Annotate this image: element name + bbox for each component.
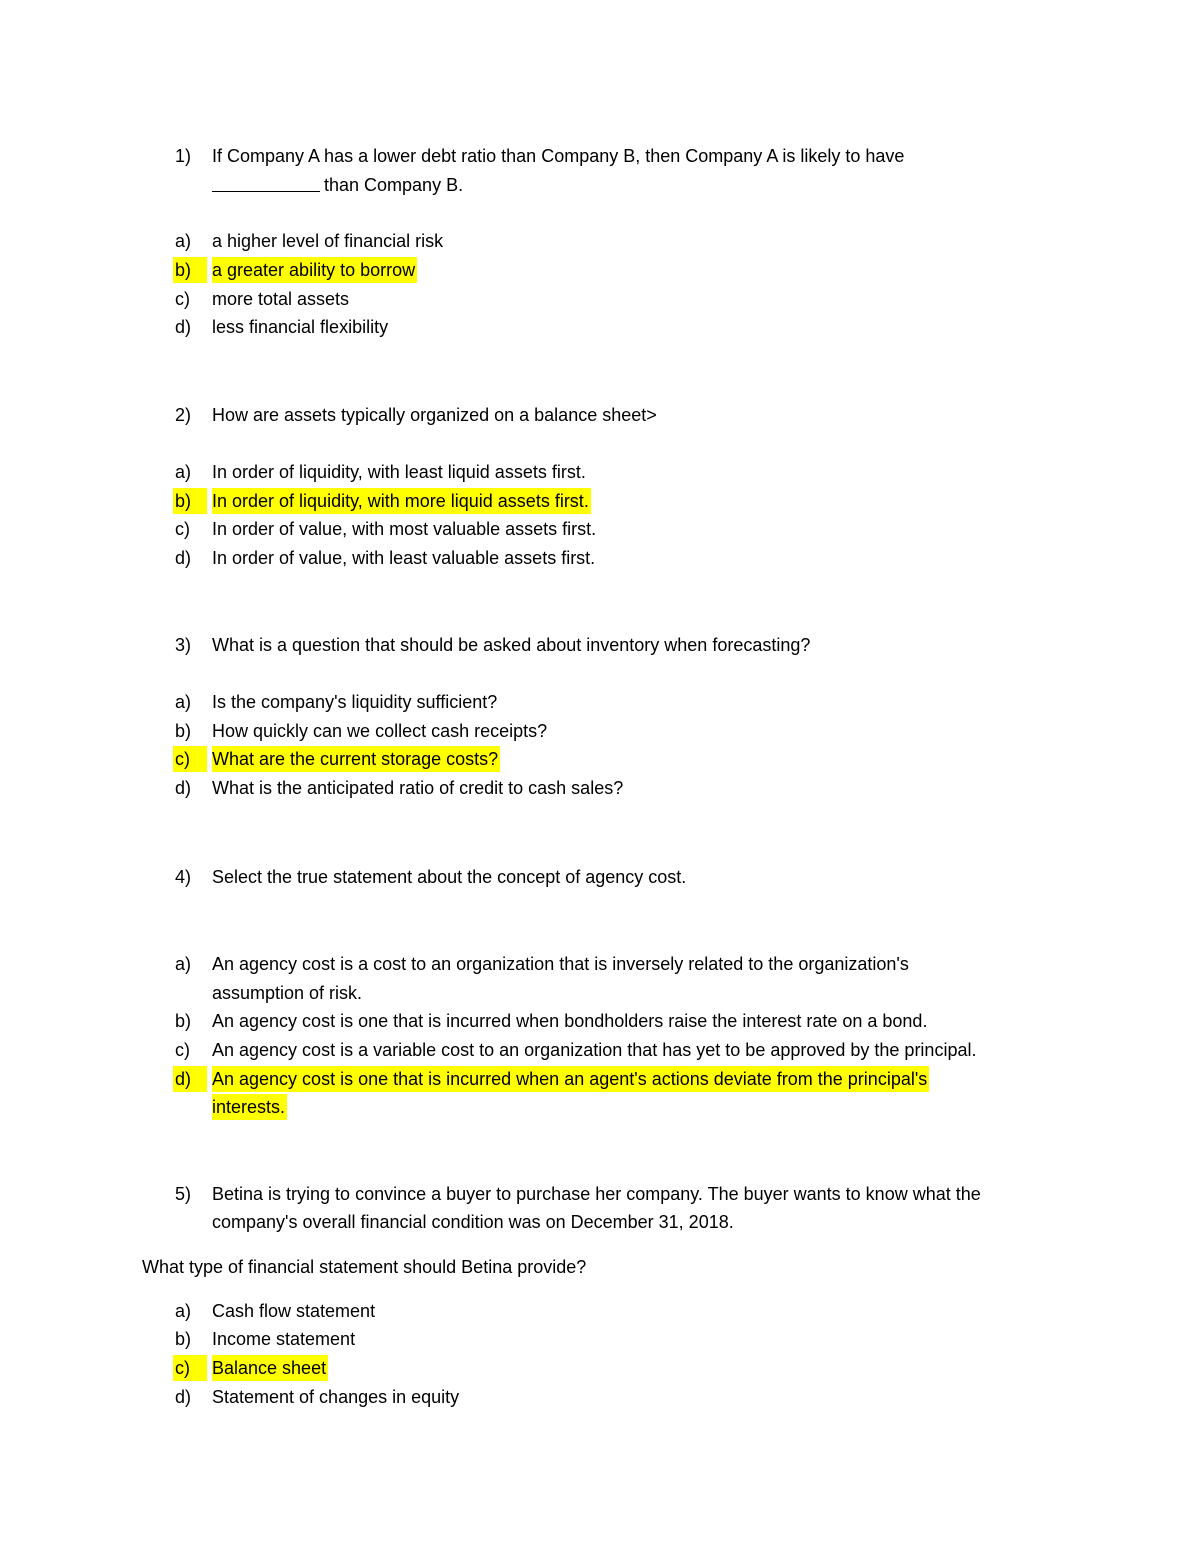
followup-question-text: What type of financial statement should Betina provide? [142, 1257, 587, 1277]
option-text: a higher level of financial risk [212, 231, 444, 251]
question-number: 1) [175, 146, 192, 166]
option-text-highlighted: What are the current storage costs? [212, 746, 500, 772]
option-marker: c) [173, 746, 207, 772]
option-marker: d) [173, 1066, 207, 1092]
option-text: In order of liquidity, with least liquid assets first. [212, 462, 586, 482]
option-marker: b) [175, 721, 192, 741]
answer-blank [212, 172, 320, 192]
option-marker: c) [173, 1355, 207, 1381]
question-text: If Company A has a lower debt ratio than Company B, then Company A is likely to have [212, 146, 905, 166]
option-text-highlighted-continued: interests. [212, 1094, 287, 1120]
option-text: What is the anticipated ratio of credit to cash sales? [212, 778, 624, 798]
question-text: Betina is trying to convince a buyer to purchase her company. The buyer wants to know what the [212, 1184, 981, 1204]
option-marker: b) [173, 257, 207, 283]
question-text-continued: company's overall financial condition was on December 31, 2018. [212, 1212, 734, 1232]
option-text: An agency cost is one that is incurred when bondholders raise the interest rate on a bond. [212, 1011, 928, 1031]
option-text: Statement of changes in equity [212, 1387, 460, 1407]
option-text: In order of value, with least valuable assets first. [212, 548, 596, 568]
option-marker: d) [175, 548, 192, 568]
option-marker: a) [175, 692, 192, 712]
option-marker: c) [175, 289, 190, 309]
option-text: less financial flexibility [212, 317, 389, 337]
question-text: Select the true statement about the concept of agency cost. [212, 867, 687, 887]
option-text: Income statement [212, 1329, 356, 1349]
option-text-highlighted: a greater ability to borrow [212, 257, 417, 283]
option-text-highlighted: Balance sheet [212, 1355, 328, 1381]
option-marker: d) [175, 1387, 192, 1407]
option-marker: c) [175, 519, 190, 539]
question-number: 5) [175, 1184, 192, 1204]
option-text-highlighted: In order of liquidity, with more liquid assets first. [212, 488, 591, 514]
option-text: Cash flow statement [212, 1301, 376, 1321]
option-text: In order of value, with most valuable assets first. [212, 519, 597, 539]
option-text-highlighted: An agency cost is one that is incurred when an agent's actions deviate from the principal's [212, 1066, 929, 1092]
option-marker: b) [175, 1011, 192, 1031]
option-marker: a) [175, 954, 192, 974]
option-marker: a) [175, 462, 192, 482]
option-text: How quickly can we collect cash receipts? [212, 721, 548, 741]
option-text-continued: assumption of risk. [212, 983, 363, 1003]
option-text: An agency cost is a cost to an organization that is inversely related to the organization's [212, 954, 909, 974]
question-number: 4) [175, 867, 192, 887]
question-text-continued [212, 172, 463, 198]
option-marker: c) [175, 1040, 190, 1060]
option-marker: b) [173, 488, 207, 514]
option-marker: d) [175, 317, 192, 337]
option-marker: d) [175, 778, 192, 798]
question-text: What is a question that should be asked about inventory when forecasting? [212, 635, 811, 655]
option-text: Is the company's liquidity sufficient? [212, 692, 498, 712]
option-marker: a) [175, 231, 192, 251]
question-text-tail: than Company B. [324, 175, 464, 195]
option-text: An agency cost is a variable cost to an organization that has yet to be approved by the principal. [212, 1040, 977, 1060]
question-number: 3) [175, 635, 192, 655]
question-number: 2) [175, 405, 192, 425]
question-text: How are assets typically organized on a balance sheet> [212, 405, 657, 425]
option-text: more total assets [212, 289, 350, 309]
option-marker: b) [175, 1329, 192, 1349]
option-marker: a) [175, 1301, 192, 1321]
